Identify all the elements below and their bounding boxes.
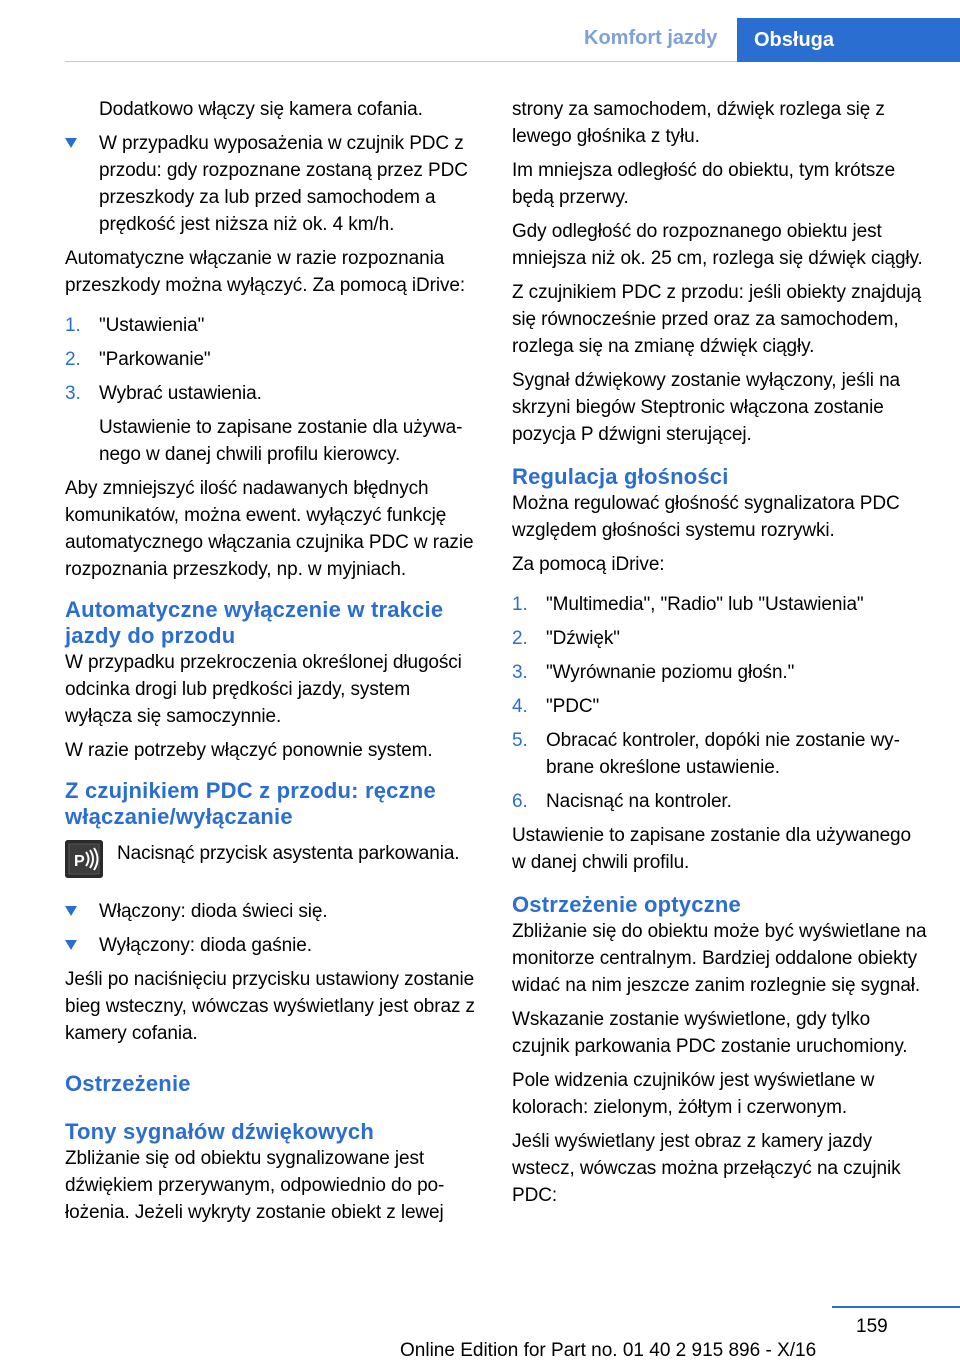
paragraph: Dodatkowo włączy się kamera cofania. (99, 99, 423, 120)
step-number: 3. (512, 662, 528, 683)
paragraph: W przypadku przekroczenia określonej długości odcinka drogi lub prędkości jazdy, system wyłącza się samoczynnie. (65, 652, 462, 727)
paragraph: W razie potrzeby włączyć ponownie system. (65, 740, 433, 761)
list-item (65, 130, 480, 238)
step-number: 4. (512, 696, 528, 717)
step-text: "Multimedia", "Radio" lub "Ustawienia" (546, 594, 864, 615)
paragraph: Gdy odległość do rozpoznanego obiektu jest mniejsza niż ok. 25 cm, rozlega się dźwięk ciągły. (512, 221, 923, 269)
svg-text:P: P (74, 853, 85, 870)
section-heading: Automatyczne wyłączenie w trakcie jazdy do przodu (65, 597, 444, 648)
section-heading: Z czujnikiem PDC z przodu: ręczne włączanie/wyłączanie (65, 778, 436, 829)
step-number: 6. (512, 791, 528, 812)
paragraph: strony za samochodem, dźwięk rozlega się z lewego głośnika z tyłu. (512, 99, 885, 147)
paragraph: Automatyczne włączanie w razie rozpoznania przeszkody można wyłączyć. Za pomocą iDrive: (65, 248, 466, 296)
step-item (512, 625, 927, 652)
paragraph: Jeśli po naciśnięciu przycisku ustawiony zostanie bieg wsteczny, wówczas wyświetlany jest obraz z kamery cofania. (65, 969, 475, 1044)
list-item-text: Włączony: dioda świeci się. (99, 901, 328, 922)
step-item (512, 788, 927, 815)
step-item (512, 659, 927, 686)
paragraph: Wskazanie zostanie wyświetlone, gdy tylko czujnik parkowania PDC zostanie uruchomiony. (512, 1009, 908, 1057)
button-instruction (65, 840, 480, 884)
button-instruction-text: Nacisnąć przycisk asystenta parkowania. (117, 843, 460, 864)
footer-divider (832, 1306, 960, 1308)
step-number: 1. (65, 315, 81, 336)
triangle-bullet-icon (65, 940, 77, 950)
list-item-text: W przypadku wyposażenia w czujnik PDC z przodu: gdy rozpoznane zostaną przez PDC przeszkody za lub przed samochodem a prędkość jest niższa niż ok. 4 km/h. (99, 133, 468, 235)
section-heading: Regulacja głośności (512, 464, 729, 489)
step-number: 2. (65, 349, 81, 370)
step-number: 5. (512, 730, 528, 751)
step-item (65, 346, 480, 373)
step-number: 1. (512, 594, 528, 615)
step-number: 2. (512, 628, 528, 649)
paragraph: Aby zmniejszyć ilość nadawanych błędnych komunikatów, można ewent. wyłączyć funkcję automatycznego włączania czujnika PDC w razie rozpoznania przeszkody, np. w myjniach. (65, 478, 474, 580)
step-text: "Wyrównanie poziomu głośn." (546, 662, 795, 683)
page-number: 159 (856, 1316, 888, 1337)
paragraph: Zbliżanie się do obiektu może być wyświetlane na monitorze centralnym. Bardziej oddalone obiekty widać na nim jeszcze zanim rozlegnie się sygnał. (512, 921, 927, 996)
header-chapter-tab: Obsługa (737, 18, 960, 62)
right-column (512, 96, 927, 1216)
step-item (65, 312, 480, 339)
step-item (65, 380, 480, 407)
step-text: "Parkowanie" (99, 349, 211, 370)
triangle-bullet-icon (65, 906, 77, 916)
step-item (512, 693, 927, 720)
paragraph: Zbliżanie się od obiektu sygnalizowane jest dźwiękiem przerywanym, odpowiednio do położenia. Jeżeli wykryty zostanie obiekt z lewej (65, 1148, 445, 1223)
list-item-text: Wyłączony: dioda gaśnie. (99, 935, 312, 956)
paragraph: Sygnał dźwiękowy zostanie wyłączony, jeśli na skrzyni biegów Steptronic włączona zostanie pozycja P dźwigni sterującej. (512, 370, 900, 445)
step-text: Wybrać ustawienia. (99, 383, 262, 404)
section-heading: Ostrzeżenie (65, 1071, 191, 1096)
step-item (512, 727, 927, 781)
step-number: 3. (65, 383, 81, 404)
list-item (65, 898, 480, 925)
header-divider (65, 61, 737, 62)
paragraph: Pole widzenia czujników jest wyświetlane w kolorach: zielonym, żółtym i czerwonym. (512, 1070, 875, 1118)
triangle-bullet-icon (65, 138, 77, 148)
paragraph: Jeśli wyświetlany jest obraz z kamery jazdy wstecz, wówczas można przełączyć na czujnik PDC: (512, 1131, 901, 1206)
paragraph: Można regulować głośność sygnalizatora PDC względem głośności systemu rozrywki. (512, 493, 900, 541)
paragraph: Z czujnikiem PDC z przodu: jeśli obiekty znajdują się równocześnie przed oraz za samochodem, rozlega się na zmianę dźwięk ciągły. (512, 282, 922, 357)
step-text: "PDC" (546, 696, 600, 717)
step-item (512, 591, 927, 618)
step-text: Obracać kontroler, dopóki nie zostanie wybrane określone ustawienie. (546, 730, 900, 778)
list-item (65, 932, 480, 959)
section-heading: Ostrzeżenie optyczne (512, 892, 741, 917)
page-header (0, 0, 960, 62)
paragraph: Za pomocą iDrive: (512, 554, 665, 575)
section-heading: Tony sygnałów dźwiękowych (65, 1119, 374, 1144)
step-text: Nacisnąć na kontroler. (546, 791, 732, 812)
paragraph: Ustawienie to zapisane zostanie dla używanego w danej chwili profilu. (512, 825, 911, 873)
edition-footer: Online Edition for Part no. 01 40 2 915 896 - X/16 (400, 1340, 817, 1361)
park-assist-button-icon (65, 840, 103, 878)
step-note: Ustawienie to zapisane zostanie dla używanego w danej chwili profilu kierowcy. (99, 417, 463, 465)
header-section-title: Komfort jazdy (584, 27, 718, 49)
step-text: "Dźwięk" (546, 628, 620, 649)
left-column (65, 96, 480, 1233)
paragraph: Im mniejsza odległość do obiektu, tym krótsze będą przerwy. (512, 160, 896, 208)
step-text: "Ustawienia" (99, 315, 205, 336)
